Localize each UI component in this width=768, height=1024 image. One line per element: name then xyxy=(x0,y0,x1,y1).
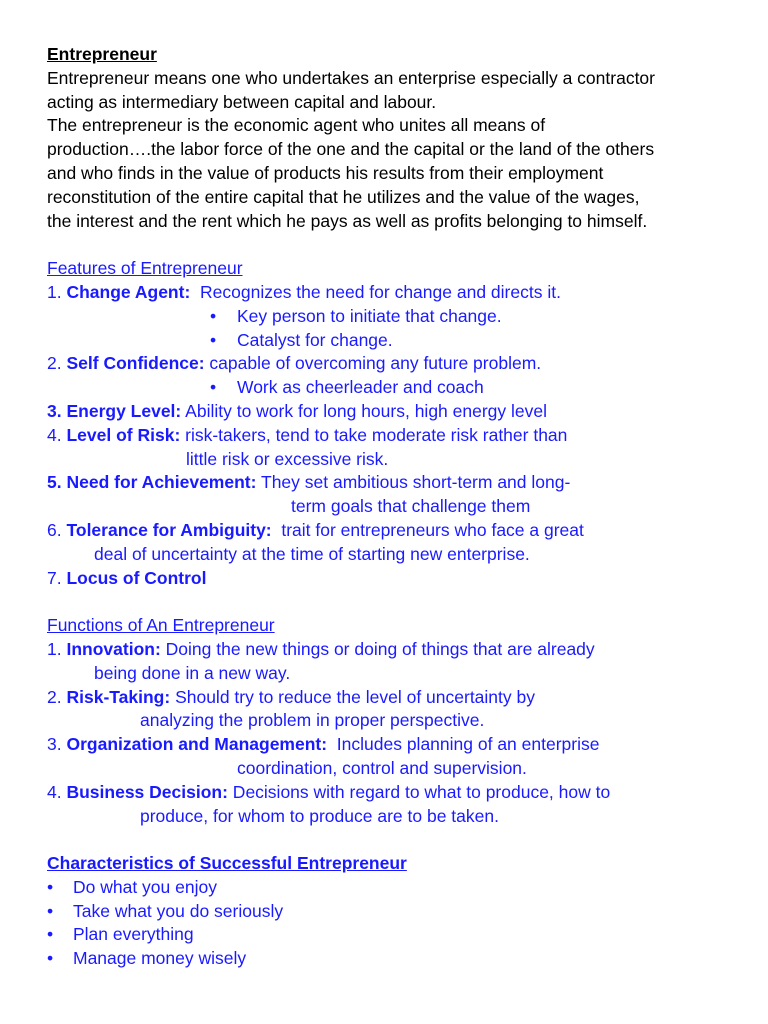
item-term: Change Agent: xyxy=(66,281,191,302)
characteristic-item xyxy=(47,923,721,947)
item-text: Includes planning of an enterprise xyxy=(327,734,600,755)
bullet-text: Manage money wisely xyxy=(73,948,247,969)
function-item-continuation: analyzing the problem in proper perspective. xyxy=(140,710,485,731)
feature-bullet xyxy=(47,329,721,353)
bullet-icon: • xyxy=(210,377,217,398)
section-title-characteristics: Characteristics of Successful Entrepreneur xyxy=(47,853,407,874)
bullet-icon: • xyxy=(47,948,54,969)
intro-line: and who finds in the value of products his results from their employment xyxy=(47,162,604,183)
section-title-entrepreneur: Entrepreneur xyxy=(47,44,157,64)
item-text: capable of overcoming any future problem. xyxy=(204,353,542,374)
function-item-continuation: being done in a new way. xyxy=(94,662,291,683)
item-number: 1. xyxy=(47,638,62,659)
item-number: 3. xyxy=(47,400,62,421)
bullet-text: Take what you do seriously xyxy=(73,900,284,921)
item-term: Business Decision: xyxy=(66,781,228,802)
bullet-icon: • xyxy=(210,305,217,326)
bullet-icon: • xyxy=(47,876,54,897)
function-item-continuation: produce, for whom to produce are to be taken. xyxy=(140,805,499,826)
bullet-text: Work as cheerleader and coach xyxy=(237,377,484,398)
item-number: 4. xyxy=(47,781,62,802)
function-item-continuation: coordination, control and supervision. xyxy=(237,757,527,778)
feature-item-5 xyxy=(47,471,721,495)
item-text: trait for entrepreneurs who face a great xyxy=(271,519,584,540)
item-text: Recognizes the need for change and directs it. xyxy=(190,281,561,302)
item-text: They set ambitious short-term and long- xyxy=(256,472,571,493)
feature-bullet xyxy=(47,305,721,329)
feature-item-2 xyxy=(47,352,721,376)
item-number: 1. xyxy=(47,281,62,302)
function-item-3 xyxy=(47,733,721,757)
intro-line: the interest and the rent which he pays as well as profits belonging to himself. xyxy=(47,210,648,231)
feature-item-continuation: little risk or excessive risk. xyxy=(186,448,389,469)
item-term: Tolerance for Ambiguity: xyxy=(66,519,272,540)
feature-item-6 xyxy=(47,519,721,543)
function-item-2 xyxy=(47,686,721,710)
item-term: Need for Achievement: xyxy=(66,472,257,493)
item-text: risk-takers, tend to take moderate risk rather than xyxy=(180,424,568,445)
item-number: 2. xyxy=(47,353,62,374)
characteristic-item xyxy=(47,900,721,924)
feature-item-4 xyxy=(47,424,721,448)
item-term: Innovation: xyxy=(66,638,161,659)
feature-item-3 xyxy=(47,400,721,424)
bullet-text: Do what you enjoy xyxy=(73,876,217,897)
feature-item-7 xyxy=(47,567,721,591)
characteristic-item xyxy=(47,876,721,900)
item-number: 6. xyxy=(47,519,62,540)
item-text: Decisions with regard to what to produce, how to xyxy=(227,781,611,802)
item-term: Energy Level: xyxy=(66,400,182,421)
intro-line: The entrepreneur is the economic agent who unites all means of xyxy=(47,115,546,136)
item-text: Should try to reduce the level of uncertainty by xyxy=(170,686,535,707)
function-item-4 xyxy=(47,781,721,805)
item-term: Level of Risk: xyxy=(66,424,181,445)
item-term: Self Confidence: xyxy=(66,353,205,374)
item-number: 5. xyxy=(47,472,62,493)
intro-line: reconstitution of the entire capital that he utilizes and the value of the wages, xyxy=(47,186,640,207)
feature-item-1 xyxy=(47,281,721,305)
bullet-icon: • xyxy=(47,900,54,921)
item-text: Doing the new things or doing of things that are already xyxy=(160,638,595,659)
bullet-text: Catalyst for change. xyxy=(237,329,393,350)
item-term: Locus of Control xyxy=(66,567,207,588)
feature-item-continuation: term goals that challenge them xyxy=(291,496,531,517)
intro-line: production….the labor force of the one and the capital or the land of the others xyxy=(47,139,655,160)
item-term: Organization and Management: xyxy=(66,734,328,755)
item-number: 4. xyxy=(47,424,62,445)
characteristic-item xyxy=(47,947,721,971)
section-title-features: Features of Entrepreneur xyxy=(47,258,243,279)
function-item-1 xyxy=(47,638,721,662)
intro-line: acting as intermediary between capital and labour. xyxy=(47,91,437,112)
bullet-icon: • xyxy=(47,924,54,945)
item-number: 2. xyxy=(47,686,62,707)
bullet-icon: • xyxy=(210,329,217,350)
feature-item-continuation: deal of uncertainty at the time of starting new enterprise. xyxy=(94,543,530,564)
feature-bullet xyxy=(47,376,721,400)
item-number: 7. xyxy=(47,567,62,588)
section-title-functions: Functions of An Entrepreneur xyxy=(47,615,275,636)
bullet-text: Key person to initiate that change. xyxy=(237,305,502,326)
item-term: Risk-Taking: xyxy=(66,686,171,707)
bullet-text: Plan everything xyxy=(73,924,194,945)
item-number: 3. xyxy=(47,734,62,755)
item-text: Ability to work for long hours, high energy level xyxy=(181,400,548,421)
intro-line: Entrepreneur means one who undertakes an enterprise especially a contractor xyxy=(47,67,655,88)
